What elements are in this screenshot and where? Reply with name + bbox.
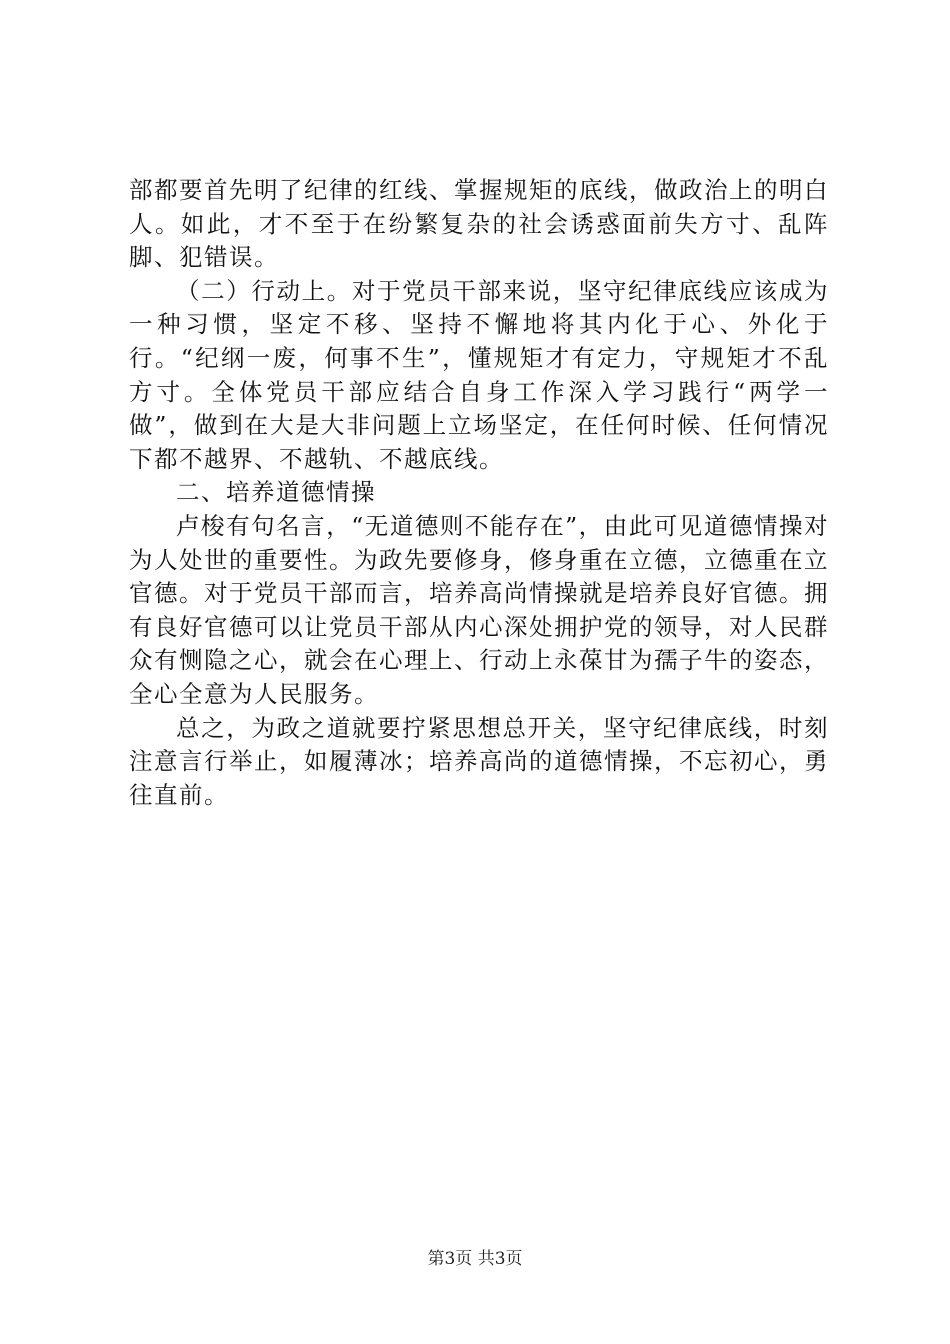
document-body bbox=[129, 174, 829, 812]
page-number: 第3页 共3页 bbox=[427, 1249, 523, 1269]
paragraph-action: （二）行动上。对于党员干部来说，坚守纪律底线应该成为一种习惯，坚定不移、坚持不懈地将其内化于心、外化于行。“纪纲一废，何事不生”，懂规矩才有定力，守规矩才不乱方寸。全体党员干部应结合自身工作深入学习践行“两学一做”，做到在大是大非问题上立场坚定，在任何时候、任何情况下都不越界、不越轨、不越底线。 bbox=[129, 276, 829, 473]
paragraph-continuation: 部都要首先明了纪律的红线、掌握规矩的底线，做政治上的明白人。如此，才不至于在纷繁复杂的社会诱惑面前失方寸、乱阵脚、犯错误。 bbox=[129, 176, 829, 272]
paragraph-morality: 卢梭有句名言，“无道德则不能存在”，由此可见道德情操对为人处世的重要性。为政先要修身，修身重在立德，立德重在立官德。对于党员干部而言，培养高尚情操就是培养良好官德。拥有良好官德可以让党员干部从内心深处拥护党的领导，对人民群众有恻隐之心，就会在心理上、行动上永葆甘为孺子牛的姿态，全心全意为人民服务。 bbox=[129, 511, 829, 708]
paragraph-conclusion: 总之，为政之道就要拧紧思想总开关，坚守纪律底线，时刻注意言行举止，如履薄冰；培养高尚的道德情操，不忘初心，勇往直前。 bbox=[129, 713, 829, 809]
section-heading-morality: 二、培养道德情操 bbox=[176, 478, 376, 507]
